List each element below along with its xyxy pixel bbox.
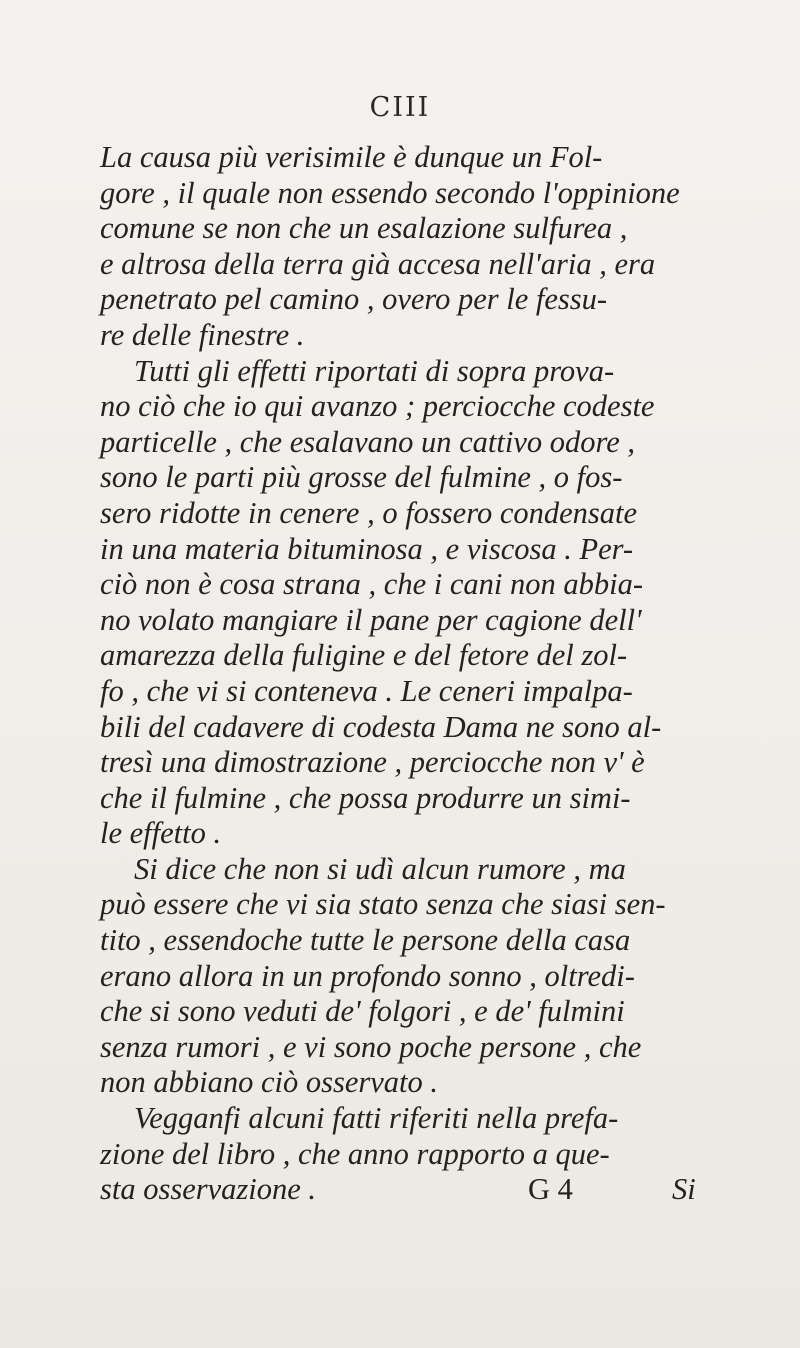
text-line: in una materia bituminosa , e viscosa . Per- [100, 531, 634, 566]
page-number: CIII [369, 92, 431, 123]
text-line: bili del cadavere di codesta Dama ne sono al- [100, 709, 662, 744]
text-line: erano allora in un profondo sonno , oltredi- [100, 958, 635, 993]
text-line: tito , essendoche tutte le persone della casa [100, 923, 631, 958]
paragraph-start-line: Tutti gli effetti riportati di sopra prova- [134, 353, 615, 388]
text-line: particelle , che esalavano un cattivo odore , [100, 424, 636, 459]
text-line: no ciò che io qui avanzo ; perciocche codeste [100, 389, 655, 424]
final-line-text: sta osservazione . [100, 1172, 317, 1207]
text-line: tresì una dimostrazione , perciocche non v' è [100, 745, 645, 780]
paragraph-start-line: Vegganfi alcuni fatti riferiti nella prefa- [134, 1101, 619, 1136]
text-line: ciò non è cosa strana , che i cani non abbia- [100, 567, 643, 602]
text-line: sero ridotte in cenere , o fossero condensate [100, 495, 638, 530]
text-line: penetrato pel camino , overo per le fessu- [100, 282, 608, 317]
text-line: non abbiano ciò osservato . [100, 1065, 439, 1100]
body-text [100, 140, 740, 1208]
text-line: no volato mangiare il pane per cagione dell' [100, 602, 642, 637]
text-line: può essere che vi sia stato senza che siasi sen- [100, 887, 666, 922]
signature-mark: G 4 [528, 1172, 573, 1207]
text-line: che il fulmine , che possa produrre un simi- [100, 780, 631, 815]
text-line: amarezza della fuligine e del fetore del zol- [100, 638, 628, 673]
text-line: le effetto . [100, 816, 222, 851]
text-line: fo , che vi si conteneva . Le ceneri impalpa- [100, 673, 633, 708]
catchword: Si [672, 1172, 696, 1207]
paragraph-start-line: Si dice che non si udì alcun rumore , ma [134, 851, 626, 886]
final-line [100, 1172, 740, 1208]
text-line: che si sono veduti de' folgori , e de' fulmini [100, 994, 625, 1029]
text-line: La causa più verisimile è dunque un Fol- [100, 140, 603, 174]
text-line: re delle finestre . [100, 317, 305, 352]
text-line: e altrosa della terra già accesa nell'aria , era [100, 246, 656, 281]
text-line: gore , il quale non essendo secondo l'oppinione [100, 175, 680, 210]
text-line: senza rumori , e vi sono poche persone , che [100, 1029, 642, 1064]
text-line: sono le parti più grosse del fulmine , o fos- [100, 460, 623, 495]
text-line: comune se non che un esalazione sulfurea , [100, 211, 628, 246]
text-line: zione del libro , che anno rapporto a que- [100, 1136, 610, 1171]
